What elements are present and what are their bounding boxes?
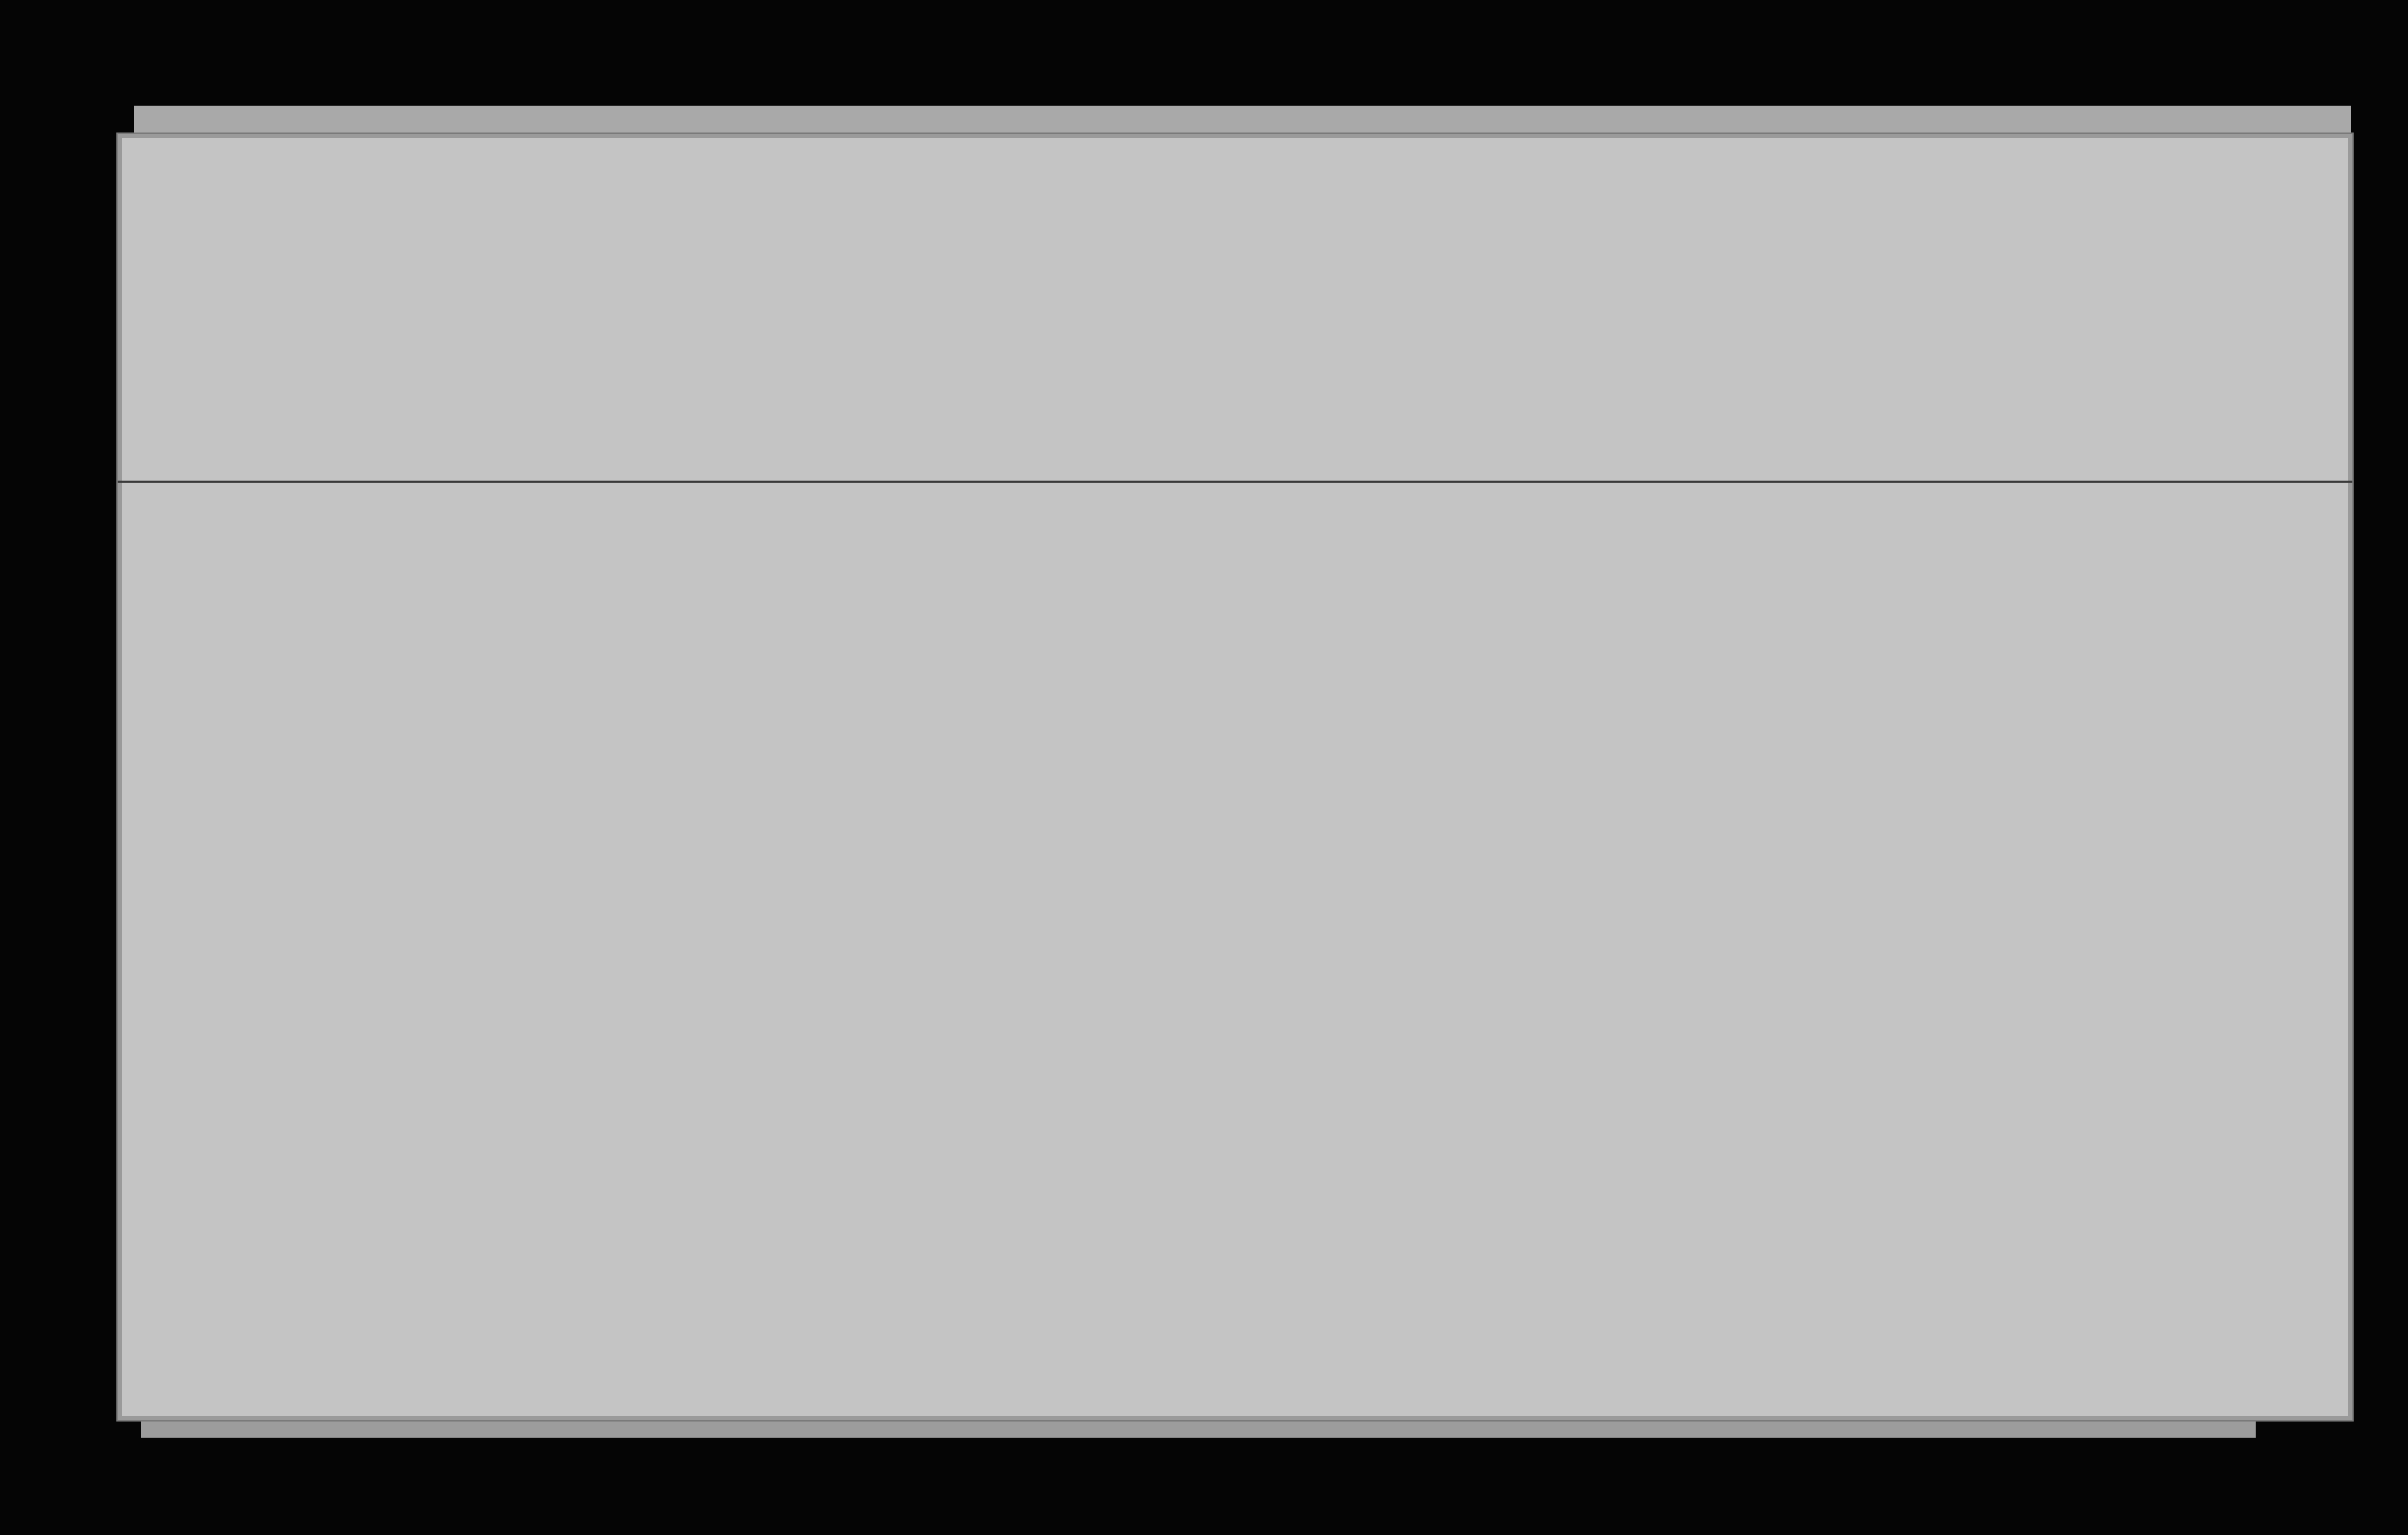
- census-card: [116, 132, 2354, 1422]
